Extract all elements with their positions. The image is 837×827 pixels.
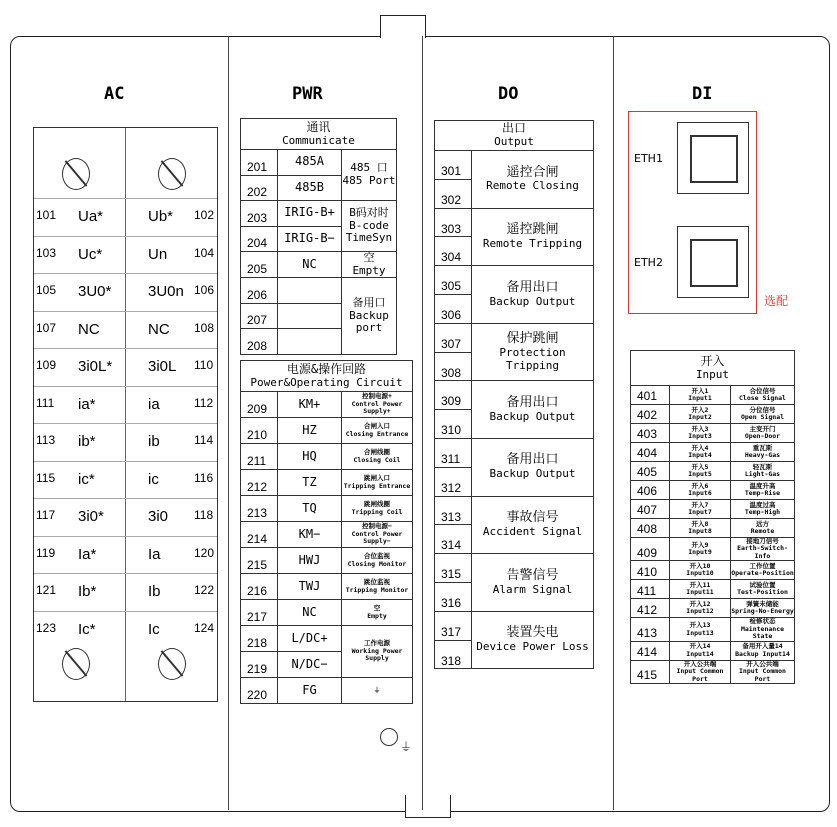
terminal-number: 309 (435, 381, 472, 410)
input-name: 开入1 Input1 (670, 386, 731, 405)
terminal-number: 403 (631, 424, 670, 443)
header-en: Power&Operating Circuit (250, 375, 403, 389)
terminal-description: 控制电源− Control Power Supply− (342, 522, 413, 548)
terminal-number: 208 (241, 329, 278, 355)
terminal-number: 120 (194, 545, 215, 560)
power-circuit-table (240, 360, 413, 704)
signal-name: 485B (278, 175, 342, 201)
signal-name (278, 278, 342, 304)
desc-cn: 遥控跳闸 (506, 222, 559, 238)
terminal-number: 314 (435, 525, 472, 554)
terminal-number: 311 (435, 438, 472, 467)
terminal-number: 103 (36, 245, 57, 260)
table-row (241, 496, 413, 522)
terminal-number: 207 (241, 303, 278, 329)
terminal-number: 310 (435, 410, 472, 439)
divider (422, 36, 423, 810)
terminal-number: 306 (435, 294, 472, 323)
terminal-number: 201 (241, 150, 278, 176)
terminal-number: 114 (194, 433, 214, 447)
terminal-number: 413 (631, 618, 670, 641)
table-header (241, 361, 413, 392)
terminal-description: 跳闸线圈 Tripping Coil (342, 496, 413, 522)
terminal-number: 411 (631, 580, 670, 599)
terminal-number: 108 (194, 320, 215, 335)
desc-cn: 备用出口 (506, 452, 559, 468)
terminal-number: 406 (631, 481, 670, 500)
ac-terminal-row (34, 311, 217, 349)
terminal-number: 102 (194, 208, 215, 222)
ac-terminal-row (34, 423, 217, 461)
desc-en: Protection Tripping (499, 345, 566, 372)
terminal-number: 105 (36, 283, 57, 297)
input-function: 轻瓦斯 Light-Gas (731, 462, 795, 481)
terminal-number: 202 (241, 175, 278, 201)
ac-terminal-row (34, 536, 217, 574)
divider (613, 36, 614, 810)
terminal-description: 485 口 485 Port (342, 150, 397, 201)
terminal-number: 116 (194, 470, 214, 485)
ac-terminal-row (34, 573, 217, 611)
terminal-number: 404 (631, 443, 670, 462)
table-row (435, 323, 594, 352)
table-row (241, 600, 413, 626)
signal-name: ib* (78, 433, 96, 450)
output-description (472, 381, 594, 439)
table-row (241, 278, 397, 304)
terminal-number: 312 (435, 467, 472, 496)
signal-name: HWJ (278, 548, 342, 574)
input-name: 开入13 Input13 (670, 618, 731, 641)
input-name: 开入5 Input5 (670, 462, 731, 481)
terminal-description: 跳位监视 Tripping Monitor (342, 574, 413, 600)
ac-terminal-block (33, 127, 218, 702)
table-row (241, 201, 397, 227)
input-function: 温度过高 Temp-High (731, 500, 795, 519)
terminal-number: 117 (36, 508, 56, 522)
divider (228, 36, 229, 810)
terminal-number: 316 (435, 582, 472, 611)
terminal-number: 122 (194, 583, 215, 597)
terminal-description: 空 Empty (342, 600, 413, 626)
input-name: 开入4 Input4 (670, 443, 731, 462)
terminal-description: B码对时 B-code TimeSyn (342, 201, 397, 252)
table-row (435, 381, 594, 410)
terminal-description: ⏚ (342, 678, 413, 704)
signal-name: IRIG-B− (278, 226, 342, 252)
terminal-number: 206 (241, 278, 278, 304)
terminal-number: 414 (631, 641, 670, 660)
signal-name: 3U0n (148, 283, 184, 300)
terminal-number: 101 (36, 208, 57, 222)
signal-name: NC (278, 252, 342, 278)
signal-name: FG (278, 678, 342, 704)
bottom-notch (405, 795, 451, 818)
desc-en: Device Power Loss (476, 640, 589, 654)
terminal-number: 115 (36, 470, 56, 485)
screw-icon (62, 648, 90, 680)
terminal-number: 112 (194, 395, 214, 410)
signal-name: N/DC− (278, 652, 342, 678)
table-row (631, 443, 795, 462)
terminal-description: 合闸线圈 Closing Coil (342, 444, 413, 470)
terminal-number: 409 (631, 538, 670, 561)
terminal-number: 402 (631, 405, 670, 424)
table-row (631, 386, 795, 405)
table-row (435, 554, 594, 583)
input-name: 开入11 Input11 (670, 580, 731, 599)
section-title-ac: AC (104, 84, 125, 104)
input-name: 开入公共端 Input Common Port (670, 660, 731, 683)
ground-screw-icon (380, 728, 398, 746)
signal-name: Ia (148, 545, 161, 563)
table-row (631, 641, 795, 660)
signal-name: 485A (278, 150, 342, 176)
output-table (434, 120, 594, 669)
table-row (241, 392, 413, 418)
signal-name: L/DC+ (278, 626, 342, 652)
terminal-number: 210 (241, 418, 278, 444)
desc-en: Remote Tripping (482, 237, 583, 251)
signal-name: Ia* (78, 545, 97, 563)
table-row (241, 418, 413, 444)
eth2-label: ETH2 (634, 256, 663, 269)
input-name: 开入14 Input14 (670, 641, 731, 660)
terminal-number: 113 (36, 433, 56, 447)
output-description (472, 496, 594, 554)
terminal-number: 303 (435, 208, 472, 237)
table-row (241, 470, 413, 496)
signal-name: NC (148, 320, 170, 338)
signal-name (278, 329, 342, 355)
signal-name: Ib (148, 583, 161, 600)
table-row (631, 424, 795, 443)
terminal-number: 109 (36, 358, 57, 372)
signal-name: HZ (278, 418, 342, 444)
terminal-number: 305 (435, 266, 472, 295)
table-row (435, 611, 594, 640)
terminal-description: 跳闸入口 Tripping Entrance (342, 470, 413, 496)
signal-name: TQ (278, 496, 342, 522)
output-description (472, 208, 594, 266)
ac-terminal-row (34, 273, 217, 311)
signal-name: ia* (78, 395, 96, 413)
terminal-number: 412 (631, 599, 670, 618)
ac-terminal-row (34, 236, 217, 274)
input-name: 开入6 Input6 (670, 481, 731, 500)
input-function: 合位信号 Close Signal (731, 386, 795, 405)
desc-en: Remote Closing (486, 179, 579, 193)
header-en: Communicate (282, 133, 355, 147)
table-row (241, 522, 413, 548)
terminal-number: 318 (435, 640, 472, 669)
terminal-number: 119 (36, 545, 56, 560)
output-description (472, 611, 594, 669)
table-row (241, 252, 397, 278)
ethernet-port-icon[interactable] (677, 122, 749, 194)
terminal-number: 205 (241, 252, 278, 278)
table-row (241, 678, 413, 704)
input-name: 开入9 Input9 (670, 538, 731, 561)
table-row (241, 574, 413, 600)
table-header (631, 351, 795, 386)
table-row (435, 438, 594, 467)
input-function: 开入公共端 Input Common Port (731, 660, 795, 683)
terminal-number: 211 (241, 444, 278, 470)
desc-cn: 遥控合闸 (506, 164, 559, 180)
desc-cn: 告警信号 (506, 567, 559, 583)
input-function: 温度升高 Temp-Rise (731, 481, 795, 500)
signal-name: 3i0L* (78, 358, 113, 375)
terminal-number: 218 (241, 626, 278, 652)
terminal-number: 213 (241, 496, 278, 522)
ac-terminal-row (34, 386, 217, 424)
terminal-number: 220 (241, 678, 278, 704)
input-function: 弹簧未储能 Spring-No-Energy (731, 599, 795, 618)
terminal-description: 控制电源+ Control Power Supply+ (342, 392, 413, 418)
ac-terminal-row (34, 461, 217, 499)
section-title-do: DO (498, 84, 519, 104)
terminal-number: 219 (241, 652, 278, 678)
ac-terminal-row (34, 498, 217, 536)
communicate-table (240, 118, 397, 355)
terminal-number: 107 (36, 320, 57, 335)
table-row (435, 266, 594, 295)
table-row (241, 548, 413, 574)
terminal-number: 214 (241, 522, 278, 548)
table-row (435, 151, 594, 180)
terminal-number: 106 (194, 283, 215, 297)
desc-cn: 装置失电 (506, 625, 559, 641)
optional-label: 选配 (764, 294, 789, 308)
table-header (241, 119, 397, 150)
header-cn: 出口 (501, 121, 526, 136)
terminal-number: 408 (631, 519, 670, 538)
terminal-number: 307 (435, 323, 472, 352)
table-row (631, 599, 795, 618)
input-function: 分位信号 Open Signal (731, 405, 795, 424)
signal-name: ib (148, 433, 160, 450)
desc-cn: 保护跳闸 (506, 330, 559, 346)
terminal-description: 备用口 Backup port (342, 278, 397, 355)
terminal-number: 302 (435, 179, 472, 208)
ac-terminal-row (34, 611, 217, 649)
top-notch (380, 15, 426, 38)
terminal-number: 212 (241, 470, 278, 496)
desc-en: Accident Signal (482, 525, 583, 538)
signal-name: Ic* (78, 620, 96, 638)
input-function: 接地刀信号 Earth-Switch-Info (731, 538, 795, 561)
terminal-description: 工作电源 Working Power Supply (342, 626, 413, 678)
header-cn: 通讯 (306, 119, 331, 134)
table-row (631, 538, 795, 561)
signal-name: KM− (278, 522, 342, 548)
table-row (241, 444, 413, 470)
output-description (472, 151, 594, 209)
table-row (631, 481, 795, 500)
screw-icon (158, 648, 186, 680)
signal-name: IRIG-B+ (278, 201, 342, 227)
terminal-number: 308 (435, 352, 472, 381)
table-row (631, 660, 795, 683)
table-row (435, 496, 594, 525)
signal-name: NC (78, 320, 100, 338)
input-function: 主变开门 Open-Door (731, 424, 795, 443)
desc-en: Backup Output (489, 409, 576, 423)
signal-name: Un (148, 245, 168, 263)
signal-name: ic (148, 470, 159, 488)
section-title-di: DI (692, 84, 713, 104)
signal-name: ic* (78, 470, 95, 488)
signal-name: 3i0* (78, 508, 104, 525)
ethernet-port-icon[interactable] (677, 226, 749, 298)
table-row (241, 150, 397, 176)
output-description (472, 554, 594, 612)
signal-name: 3i0L (148, 358, 177, 375)
input-table (630, 350, 795, 684)
ac-terminal-row (34, 198, 217, 236)
signal-name (278, 303, 342, 329)
terminal-number: 216 (241, 574, 278, 600)
table-row (631, 500, 795, 519)
table-row (631, 561, 795, 580)
header-cn: 开入 (700, 353, 725, 368)
terminal-number: 111 (36, 395, 55, 410)
signal-name: Ub* (148, 208, 174, 225)
terminal-number: 401 (631, 386, 670, 405)
signal-name: ia (148, 395, 160, 413)
table-row (241, 626, 413, 652)
signal-name: Uc* (78, 245, 103, 263)
terminal-number: 315 (435, 554, 472, 583)
terminal-description: 合闸入口 Closing Entrance (342, 418, 413, 444)
input-name: 开入2 Input2 (670, 405, 731, 424)
table-row (631, 462, 795, 481)
signal-name: TZ (278, 470, 342, 496)
signal-name: KM+ (278, 392, 342, 418)
terminal-number: 405 (631, 462, 670, 481)
output-description (472, 438, 594, 496)
input-function: 试验位置 Test-Position (731, 580, 795, 599)
terminal-number: 215 (241, 548, 278, 574)
section-title-pwr: PWR (292, 84, 323, 104)
table-header (435, 121, 594, 151)
input-function: 重瓦斯 Heavy-Gas (731, 443, 795, 462)
terminal-number: 118 (194, 508, 214, 522)
signal-name: Ua* (78, 208, 104, 225)
header-cn: 电源&操作回路 (286, 361, 367, 376)
terminal-number: 209 (241, 392, 278, 418)
terminal-number: 415 (631, 660, 670, 683)
ac-terminal-row (34, 348, 217, 386)
terminal-number: 217 (241, 600, 278, 626)
table-row (631, 519, 795, 538)
signal-name: Ib* (78, 583, 97, 600)
signal-name: Ic (148, 620, 160, 638)
input-name: 开入7 Input7 (670, 500, 731, 519)
terminal-number: 124 (194, 620, 215, 635)
output-description (472, 266, 594, 324)
ground-icon: ⏚ (400, 740, 413, 754)
terminal-number: 203 (241, 201, 278, 227)
desc-en: Backup Output (489, 294, 576, 308)
desc-en: Alarm Signal (492, 582, 573, 596)
terminal-number: 407 (631, 500, 670, 519)
input-function: 备用开入量14 Backup Input14 (731, 641, 795, 660)
terminal-number: 121 (36, 583, 57, 597)
input-function: 工作位置 Operate-Position (731, 561, 795, 580)
terminal-number: 313 (435, 496, 472, 525)
table-row (435, 208, 594, 237)
input-name: 开入3 Input3 (670, 424, 731, 443)
signal-name: 3i0 (148, 508, 169, 525)
table-row (631, 405, 795, 424)
terminal-number: 304 (435, 237, 472, 266)
eth1-label: ETH1 (634, 152, 663, 165)
terminal-number: 110 (194, 358, 214, 372)
desc-en: Backup Output (489, 467, 576, 481)
terminal-description: 空 Empty (342, 252, 397, 278)
screw-icon (62, 158, 90, 190)
terminal-number: 104 (194, 245, 215, 260)
terminal-description: 合位监视 Closing Monitor (342, 548, 413, 574)
input-name: 开入10 Input10 (670, 561, 731, 580)
header-en: Input (695, 367, 730, 381)
desc-cn: 事故信号 (506, 510, 559, 526)
terminal-number: 204 (241, 226, 278, 252)
terminal-number: 410 (631, 561, 670, 580)
terminal-number: 123 (36, 620, 57, 635)
input-function: 远方 Remote (731, 519, 795, 538)
input-name: 开入8 Input8 (670, 519, 731, 538)
desc-cn: 备用出口 (506, 394, 559, 410)
signal-name: HQ (278, 444, 342, 470)
table-row (631, 618, 795, 641)
desc-cn: 备用出口 (506, 279, 559, 295)
signal-name: NC (278, 600, 342, 626)
input-name: 开入12 Input12 (670, 599, 731, 618)
table-row (631, 580, 795, 599)
output-description (472, 323, 594, 381)
screw-icon (158, 158, 186, 190)
signal-name: TWJ (278, 574, 342, 600)
header-en: Output (494, 135, 534, 149)
signal-name: 3U0* (78, 283, 112, 300)
terminal-number: 317 (435, 611, 472, 640)
terminal-number: 301 (435, 151, 472, 180)
input-function: 检修状态 Maintenance State (731, 618, 795, 641)
